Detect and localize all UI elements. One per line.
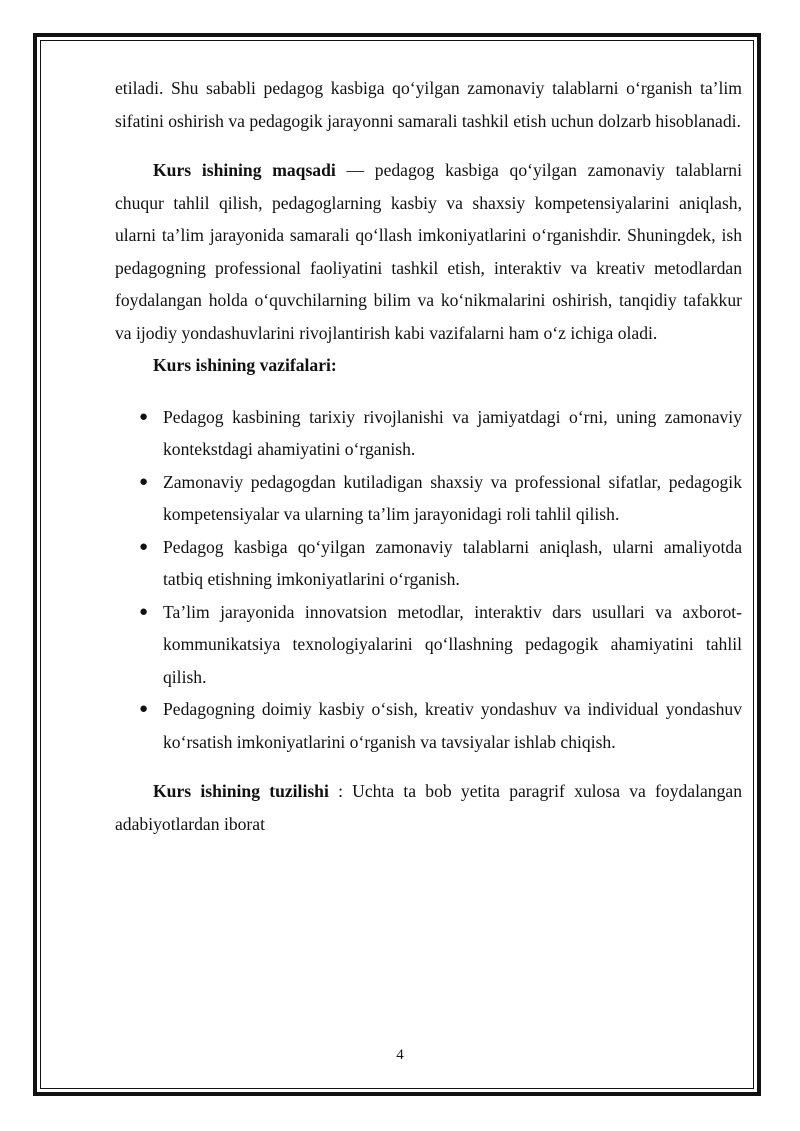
- goal-label: Kurs ishining maqsadi: [153, 160, 336, 180]
- tasks-list: [115, 401, 742, 759]
- task-text: Ta’lim jarayonida innovatsion metodlar, interaktiv dars usullari va axborot-kommunikatsiya texnologiyalarini qo‘llashning pedagogik ahamiyatini tahlil qilish.: [163, 601, 742, 687]
- structure-paragraph: [115, 775, 742, 840]
- goal-text: — pedagog kasbiga qo‘yilgan zamonaviy talablarni chuqur tahlil qilish, pedagoglarning kasbiy va shaxsiy kompetensiyalarini aniqlash, ularni ta’lim jarayonida samarali qo‘llash imkoniyatlarini o‘rganishdir. Shuningdek, ish pedagogning professional faoliyatini tashkil etish, interaktiv va kreativ metodlardan foydalangan holda o‘quvchilarning bilim va ko‘nikmalarini oshirish, tanqidiy tafakkur va ijodiy yondashuvlarini rivojlantirish kabi vazifalarni ham o‘z ichiga oladi.: [115, 160, 742, 343]
- list-item: [115, 401, 742, 466]
- task-text: Zamonaviy pedagogdan kutiladigan shaxsiy va professional sifatlar, pedagogik kompetensiyalar va ularning ta’lim jarayonidagi roli tahlil qilish.: [163, 471, 742, 524]
- document-body: [115, 72, 742, 840]
- task-text: Pedagogning doimiy kasbiy o‘sish, kreativ yondashuv va individual yondashuv ko‘rsatish imkoniyatlarini o‘rganish va tavsiyalar ishlab chiqish.: [163, 699, 742, 752]
- bullet-icon: ●: [139, 538, 149, 555]
- list-item: [115, 531, 742, 596]
- structure-text: : Uchta ta bob yetita paragrif xulosa va foydalangan adabiyotlardan iborat: [115, 781, 742, 834]
- task-text: Pedagog kasbining tarixiy rivojlanishi va jamiyatdagi o‘rni, uning zamonaviy kontekstdagi ahamiyatini o‘rganish.: [163, 406, 742, 459]
- task-text: Pedagog kasbiga qo‘yilgan zamonaviy talablarni aniqlash, ularni amaliyotda tatbiq etishning imkoniyatlarini o‘rganish.: [163, 536, 742, 589]
- page-number: 4: [396, 1047, 404, 1063]
- bullet-icon: ●: [139, 701, 149, 717]
- list-item: [115, 596, 742, 694]
- bullet-icon: ●: [139, 408, 149, 425]
- bullet-icon: ●: [139, 603, 149, 620]
- list-item: [115, 693, 742, 758]
- tasks-heading: Kurs ishining vazifalari:: [153, 355, 337, 375]
- goal-paragraph: [115, 154, 742, 349]
- bullet-icon: ●: [139, 473, 149, 490]
- list-item: [115, 466, 742, 531]
- structure-label: Kurs ishining tuzilishi: [153, 781, 329, 801]
- intro-paragraph: etiladi. Shu sababli pedagog kasbiga qo‘yilgan zamonaviy talablarni o‘rganish ta’lim sifatini oshirish va pedagogik jarayonni samarali tashkil etish uchun dolzarb hisoblanadi.: [115, 78, 742, 131]
